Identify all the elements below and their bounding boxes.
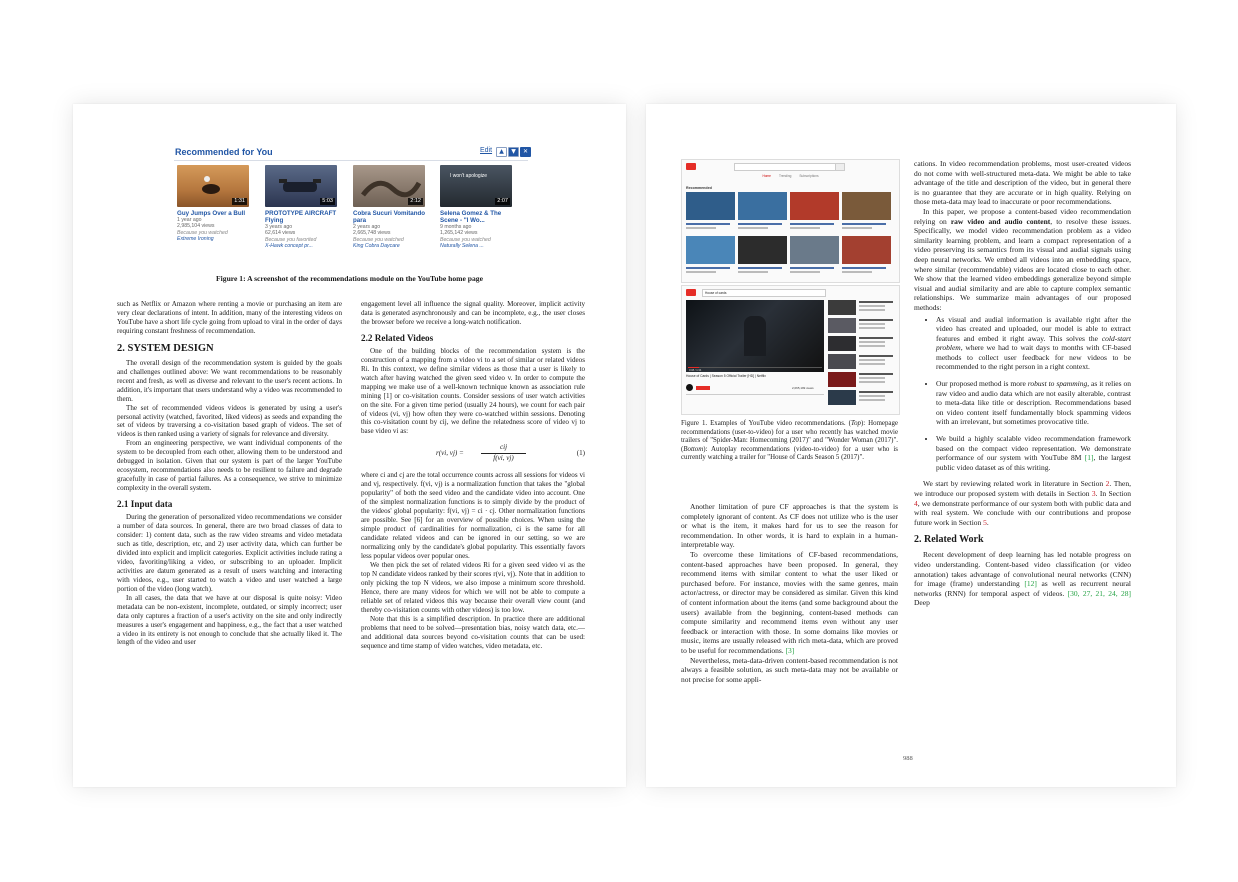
paragraph [914, 207, 1131, 313]
video-age: 1 year ago [177, 217, 202, 223]
caption-part: ): Homepage recommendations (user-to-video) for a user who recently has watched movie trailers of "Spider-Man: Homecoming (2017)" and "Wonder Woman (2017)". ( [681, 420, 898, 453]
up-next-list [828, 300, 896, 410]
citation-link[interactable]: [30, 27, 21, 24, 28] [1067, 588, 1131, 598]
video-views: 62,614 views [265, 230, 296, 237]
module-divider [174, 160, 528, 161]
italic-text: cold-start problem [936, 333, 1131, 353]
up-next-text-line [859, 395, 885, 397]
module-title: Recommended for You [175, 147, 273, 157]
paragraph: In all cases, the data that we have at our disposal is quite noisy: Video metadata can be non-existent, incomplete, outdated, or simply incorrect; user data only captures a fraction of a user's activity on the site and only indirectly measures a user's engagement and happiness, e.g., the fact that a user watched a video in its entirety is not enough to conclude that she actually liked it. The length of the video and user [117, 593, 342, 647]
bold-text: raw video and audio content [950, 216, 1051, 226]
list-item-text: Our proposed method is more [936, 379, 1028, 389]
paragraph-text: as well as recurrent neural networks (RNN) for temporal aspect of videos. [914, 579, 1131, 598]
paper-page-right [646, 104, 1176, 787]
up-next-text-line [859, 323, 885, 325]
video-card[interactable] [265, 165, 341, 250]
recommended-thumbnail[interactable] [790, 192, 839, 220]
citation-link[interactable]: [1] [1084, 453, 1094, 463]
text-column-right-1 [681, 502, 898, 684]
search-input[interactable] [734, 163, 836, 171]
thumbnail-text-line [738, 267, 782, 269]
thumbnail-text-line [790, 267, 834, 269]
up-next-text-line [859, 345, 885, 347]
caption-part: Figure 1. Examples of YouTube video recommendations. ( [681, 420, 851, 427]
paragraph [914, 550, 1131, 608]
list-item-text: As visual and audial information is available right after the video has created and uploaded, our model is able to extract features and embed it right away. This solves the [936, 314, 1131, 343]
up-next-text-line [859, 373, 893, 375]
thumbnail-text-line [686, 267, 730, 269]
up-next-text-line [859, 337, 893, 339]
tab-home[interactable]: Home [762, 174, 771, 178]
subscribe-button[interactable] [696, 386, 710, 390]
video-thumbnail[interactable] [265, 165, 337, 207]
up-next-text-line [859, 381, 885, 383]
caption-part: ): Autoplay recommendations (video-to-video) for a user who is currently watching a trailer for "House of Cards Season 5 (2017)". [681, 445, 898, 462]
thumbnail-text-line [842, 223, 886, 225]
recommended-thumbnail[interactable] [686, 192, 735, 220]
citation-link[interactable]: [12] [1024, 579, 1037, 589]
video-card[interactable] [177, 165, 253, 243]
recommendation-reason: Because you favorited [265, 236, 317, 243]
up-next-text-line [859, 305, 885, 307]
figure-youtube-screenshots [681, 159, 898, 497]
recommended-thumbnail[interactable] [738, 192, 787, 220]
player-time: 0:08 / 1:34 [689, 369, 702, 372]
progress-track[interactable] [688, 367, 822, 369]
paragraph: such as Netflix or Amazon where renting a movie or purchasing an item are very clear declarations of intent. In addition, many of the interesting videos on YouTube have a short life cycle going from upload to viral in the order of days requiring constant freshness of recommendation. [117, 300, 342, 335]
video-views: 2,665,748 views [353, 230, 391, 237]
up-next-text-line [859, 301, 893, 303]
paragraph-text: , to resolve these issues. Specifically, we model video recommendation problem as a video similarity learning problem, and learn a compact representation of a video preserving its semantics from its visual and audial signals using deep neural networks. We embed all videos into an embedding space, where similar (recommendable) videos are located close to each other. We show that the learned video embeddings generalize beyond simple visual and audial similarity and are able to capture complex semantic relationships. We summarize main advantages of our proposed methods: [914, 216, 1131, 312]
figure-caption [681, 420, 898, 463]
search-icon[interactable] [835, 163, 845, 171]
up-next-thumbnail[interactable] [828, 336, 856, 351]
up-next-thumbnail[interactable] [828, 300, 856, 315]
thumbnail-text-line [738, 223, 782, 225]
recommendation-reason: Because you watched [440, 236, 491, 243]
divider [686, 394, 824, 395]
advantages-list [914, 315, 1131, 473]
paragraph-text: In this paper, we propose a content-based video recommendation relying on [914, 206, 1131, 226]
homepage-screenshot [681, 159, 900, 283]
recommended-for-you-module [174, 142, 528, 266]
reason-source-link[interactable]: Naturally Selena ... [440, 243, 484, 250]
tab-trending[interactable]: Trending [778, 174, 792, 178]
section-heading: 2. SYSTEM DESIGN [117, 342, 214, 354]
list-item-text: , where we had to wait days to months with CF-based methods to collect user feedback for new videos to be recommended to the right person in a right context. [936, 343, 1131, 372]
section-link[interactable]: 4 [914, 498, 918, 508]
paragraph: Note that this is a simplified description. In practice there are additional problems that need to be solved—presentation bias, noisy watch data, etc.—and additional data sources beyond co-visitation counts that can be used: sequence and time stamp of video watches, video metadata, etc. [361, 614, 585, 650]
recommendation-reason: Because you watched [353, 236, 404, 243]
list-item-text: , the largest public video dataset as of this writing. [936, 453, 1131, 472]
paragraph-text: , we demonstrate performance of our system both with public data and with real system. We conclude with our contributions and propose future work in Section [914, 498, 1131, 527]
recommended-grid [686, 192, 896, 278]
up-next-thumbnail[interactable] [828, 318, 856, 333]
video-title[interactable]: PROTOTYPE AIRCRAFT Flying [265, 210, 337, 224]
page-number: 988 [903, 755, 913, 762]
equation-numerator: cij [481, 443, 526, 454]
video-views: 1,265,142 views [440, 230, 478, 237]
paragraph [681, 550, 898, 656]
paragraph: engagement level all influence the signal quality. Moreover, implicit activity data is generated asynchronously and can be incomplete, e.g., the user closes the browser before we receive a long-watch notification. [361, 300, 585, 326]
paragraph-text: . Then, we introduce our proposed system with details in Section [914, 479, 1131, 498]
player-title: House of Cards | Season 5 Official Trailer [HD] | Netflix [686, 374, 766, 378]
paragraph: The overall design of the recommendation system is guided by the goals and challenges outlined above: We want recommendations to be reasonably recent and fresh, as well as diverse and relevant to the user's recent actions. In addition, it's important that users understand why a video was recommended to them. [117, 358, 342, 403]
progress-fill [688, 367, 699, 369]
video-age: 3 years ago [265, 224, 293, 230]
up-next-text-line [859, 399, 885, 401]
list-item [936, 315, 1131, 373]
duration-badge: 2:07 [497, 198, 508, 204]
list-item-text: , as it relies on raw video and audio data which are not easily alterable, contrast to meta-data like title or description. Recommendations based on video content itself fundamentally block spamming videos with an irrelevant, but sometimes provocative title. [936, 379, 1131, 427]
citation-link[interactable]: [3] [785, 645, 795, 655]
recommended-thumbnail[interactable] [738, 236, 787, 264]
duration-badge: 1:31 [234, 198, 245, 204]
thumbnail-text-line [790, 227, 820, 229]
thumbnail-caption: I won't apologize [450, 173, 488, 179]
recommended-thumbnail[interactable] [686, 236, 735, 264]
view-count: 2,065,199 views [792, 386, 814, 390]
equation-number: (1) [576, 449, 585, 458]
reason-source-link[interactable]: X-Hawk concept pr... [265, 243, 313, 250]
paragraph: We then pick the set of related videos Ri for a given seed video vi as the top N candidate videos ranked by their scores r(vi, vj). Note that in addition to only picking the top N videos, we also impose a minimum score threshold. Hence, there are many videos for which we will not be able to compute a reliable set of related videos this way because their overall view count (and thereby co-visitation counts with other videos) is too low. [361, 560, 585, 614]
up-next-thumbnail[interactable] [828, 372, 856, 387]
video-title[interactable]: Selena Gomez & The Scene - "I Wo... [440, 210, 502, 224]
edit-link[interactable]: Edit [480, 147, 493, 154]
paragraph-text: To overcome these limitations of CF-based recommendations, content-based approaches have been proposed. In general, they recommend items with similar content to what the user liked or purchased before. For instance, movies with the same genres, main actor/actress, or director may be considered as similar. Given this kind of content information about the items (and some background about the users) available from the beginning, content-based methods can compute similarity and recommend items even without any user feedback or interaction with those. In some domains like movies or music, items are usually released with rich meta-data, which are proved to be useful for recommendations. [681, 549, 898, 655]
close-icon[interactable]: ✕ [520, 147, 531, 157]
watch-page-screenshot [681, 285, 900, 415]
equation-denominator: f(vi, vj) [493, 454, 514, 463]
text-column-left-2 [361, 300, 585, 650]
paper-page-left [73, 104, 626, 787]
up-next-text-line [859, 319, 893, 321]
up-next-thumbnail[interactable] [828, 354, 856, 369]
video-thumbnail[interactable] [440, 165, 512, 207]
thumbnail-text-line [738, 227, 768, 229]
text-column-right-2 [914, 159, 1131, 608]
text-column-left-1 [117, 300, 342, 647]
list-item-text: We build a highly scalable video recommendation framework based on the compact video representation. We demonstrate performance of our system with YouTube 8M [936, 434, 1131, 463]
paragraph-text: Deep [914, 598, 930, 608]
search-input[interactable]: House of cards [702, 289, 826, 297]
up-next-text-line [859, 363, 885, 365]
paragraph: cations. In video recommendation problems, most user-created videos do not come with well-structured meta-data. We might be able to take advantage of the title and description of the video, but in general there is no guarantee that they are accurate or in high quality. Relying on those meta-data may lead to inaccurate or poor recommendations. [914, 159, 1131, 207]
chevron-down-icon[interactable]: ▼ [508, 147, 519, 157]
recommended-thumbnail[interactable] [842, 192, 891, 220]
paragraph [914, 479, 1131, 527]
video-age: 9 months ago [440, 224, 472, 230]
channel-avatar [686, 384, 693, 391]
thumbnail-text-line [686, 227, 716, 229]
paragraph-text: . [986, 517, 989, 527]
list-item [936, 434, 1131, 472]
video-title[interactable]: Cobra Sucuri Vomitando para [353, 210, 426, 224]
reason-source-link[interactable]: King Cobra Daycare [353, 243, 400, 250]
paragraph-text: We start by reviewing related work in literature in Section [923, 479, 1106, 489]
subsection-heading: 2.2 Related Videos [361, 332, 434, 343]
youtube-logo-icon [686, 289, 696, 296]
thumbnail-text-line [842, 271, 872, 273]
up-next-text-line [859, 359, 885, 361]
equation-lhs: r(vi, vj) = [436, 449, 464, 458]
paragraph: Nevertheless, meta-data-driven content-based recommendation is not always a feasible solution, as such meta-data may not be available or not precise for some appli- [681, 655, 898, 684]
up-next-text-line [859, 391, 893, 393]
italic-text: robust to spamming [1027, 379, 1088, 389]
list-item [936, 379, 1131, 427]
up-next-text-line [859, 341, 885, 343]
video-views: 2,985,104 views [177, 223, 215, 230]
paragraph: During the generation of personalized video recommendations we consider a number of data sources. In general, there are two broad classes of data to consider: 1) content data, such as the raw video streams and video metadata such as title, description, etc, and 2) user activity data, which can further be divided into explicit and implicit categories. Explicit activities include rating a video, favoriting/liking a video, or subscribing to an uploader. Implicit activities are datum generated as a result of users watching and interacting with videos, e.g., user started to watch a video and user watched a large portion of the video (long watch). [117, 513, 342, 593]
video-card[interactable] [353, 165, 429, 250]
paragraph: The set of recommended videos videos is generated by using a user's personal activity (watched, favorited, liked videos) as seeds and expanding the set of videos by traversing a co-visitation based graph of videos. The set of videos is then ranked using a variety of signals for relevance and diversity. [117, 403, 342, 439]
paragraph: From an engineering perspective, we want individual components of the system to be decoupled from each other, allowing them to be understood and debugged in isolation. Given that our system is part of the larger YouTube ecosystem, recommendations also needs to be resilient to failure and degrade gracefully in case of partial failures. As a consequence, we strive to minimize complexity in the overall system. [117, 439, 342, 493]
up-next-text-line [859, 377, 885, 379]
video-title[interactable]: Guy Jumps Over a Bull [177, 210, 246, 217]
nav-tabs [682, 174, 899, 181]
recommendation-reason: Because you watched [177, 229, 228, 236]
thumbnail-text-line [842, 267, 886, 269]
thumbnail-text-line [738, 271, 768, 273]
thumbnail-text-line [842, 227, 872, 229]
paragraph-text: . In Section [1095, 489, 1131, 498]
video-card[interactable] [440, 165, 516, 250]
player-figure [744, 316, 766, 356]
thumbnail-text-line [686, 271, 716, 273]
caption-emphasis: Top [850, 420, 861, 427]
equation [361, 443, 585, 465]
up-next-text-line [859, 309, 885, 311]
youtube-logo-icon [686, 163, 696, 170]
section-label: Recommended [686, 186, 712, 190]
thumbnail-text-line [790, 271, 820, 273]
chevron-up-icon[interactable]: ▲ [496, 147, 507, 157]
thumbnail-text-line [790, 223, 834, 225]
video-thumbnail[interactable] [353, 165, 425, 207]
up-next-text-line [859, 355, 893, 357]
thumbnail-text-line [686, 223, 730, 225]
video-age: 2 years ago [353, 224, 381, 230]
duration-badge: 5:03 [322, 198, 333, 204]
section-link[interactable]: 5 [983, 517, 987, 527]
caption-emphasis: Bottom [683, 445, 704, 453]
section-link[interactable]: 2 [1105, 479, 1110, 489]
equation-fraction [481, 443, 526, 463]
paragraph: where ci and cj are the total occurrence counts across all sessions for videos vi and vj, respectively. f(vi, vj) is a normalization function that takes the "global popularity" of both the seed video and the candidate video into account. One of the simplest normalization functions is to simply divide by the product of the videos' global popularity: f(vi, vj) = ci · cj. Other normalization functions are possible. See [6] for an overview of possible choices. When using the simple product of cardinalities for normalization, ci is the same for all candidate related videos and can be ignored in our setting, so we are normalizing only by the candidate's global popularity. This essentially favors less popular videos over popular ones. [361, 471, 585, 560]
video-player[interactable] [686, 300, 824, 372]
section-link[interactable]: 3 [1091, 489, 1096, 498]
up-next-text-line [859, 327, 885, 329]
subsection-heading: 2.1 Input data [117, 499, 173, 510]
up-next-thumbnail[interactable] [828, 390, 856, 405]
paragraph: One of the building blocks of the recommendation system is the construction of a mapping from a video vi to a set of similar or related videos Ri. In this context, we define similar videos as those that a user is likely to watch after having watched the given seed video v. In order to compute the mapping we make use of a well-known technique known as association rule mining [1] or co-visitation counts. Consider sessions of user watch activities on the site. For a given time period (usually 24 hours), we count for each pair of videos (vi, vj) how often they were co-watched within sessions. Denoting this co-visitation count by cij, we define the relatedness score of video vj to base video vi as: [361, 346, 585, 436]
recommended-thumbnail[interactable] [842, 236, 891, 264]
section-heading: 2. Related Work [914, 534, 984, 546]
video-thumbnail[interactable] [177, 165, 249, 207]
duration-badge: 2:12 [410, 198, 421, 204]
figure-caption: Figure 1: A screenshot of the recommendations module on the YouTube home page [216, 274, 483, 283]
paragraph-text: Recent development of deep learning has led notable progress on video understanding. Content-based video classification (or video annotation) takes advantage of convolutional neural networks (CNN) for image (frame) understanding [914, 550, 1131, 589]
reason-source-link[interactable]: Extreme Ironing [177, 236, 214, 243]
recommended-thumbnail[interactable] [790, 236, 839, 264]
paragraph: Another limitation of pure CF approaches is that the system is completely ignorant of content. As CF does not utilize who is the user or what is the item, it makes hard for us to see the reason for recommendation. In other words, it is hard to explain in a human-interpretable way. [681, 502, 898, 550]
tab-subscriptions[interactable]: Subscriptions [799, 174, 819, 178]
